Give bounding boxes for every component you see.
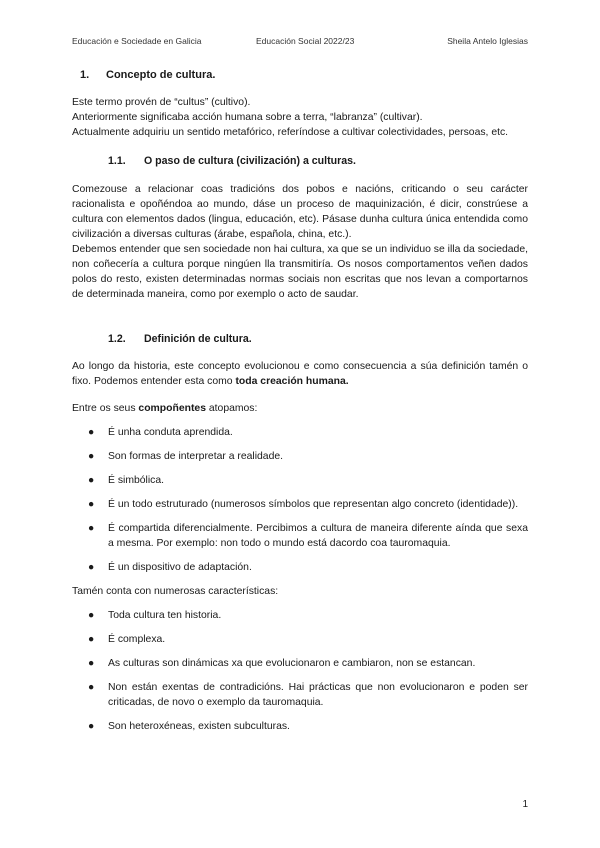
components-bold: compoñentes [138, 403, 206, 414]
definition-paragraph [72, 359, 528, 389]
list-item-text: É compartida diferencialmente. Percibimos a cultura de maneira diferente aínda que sexa a mesma. Por exemplo: non todo o mundo está dacordo coa tauromaquia. [108, 523, 528, 549]
page-header [72, 36, 528, 50]
section-1-1-title: O paso de cultura (civilización) a culturas. [144, 155, 356, 167]
bullet-icon: ● [88, 682, 95, 693]
bullet-icon: ● [88, 499, 95, 510]
list-item-text: É unha conduta aprendida. [108, 427, 233, 438]
definition-bold: toda creación humana. [235, 376, 349, 387]
section-1-2-number: 1.2. [108, 333, 126, 345]
list-item [72, 560, 528, 575]
list-item-text: Toda cultura ten historia. [108, 610, 222, 621]
section-1-number: 1. [80, 69, 90, 81]
page-content [72, 68, 528, 743]
list-item-text: Son formas de interpretar a realidade. [108, 451, 284, 462]
section-1-1-number: 1.1. [108, 155, 126, 167]
header-course: Educación e Sociedade en Galicia [72, 36, 202, 46]
list-item [72, 473, 528, 488]
section-1-2-heading [108, 332, 528, 347]
section-1-line: Actualmente adquiriu un sentido metafórico, referíndose a cultivar colectividades, persoas, etc. [72, 127, 509, 138]
characteristics-intro: Tamén conta con numerosas características: [72, 586, 279, 597]
bullet-icon: ● [88, 451, 95, 462]
components-intro [72, 401, 528, 416]
bullet-icon: ● [88, 562, 95, 573]
list-item [72, 719, 528, 734]
section-1-heading [80, 68, 528, 83]
bullet-icon: ● [88, 427, 95, 438]
list-item-text: É simbólica. [108, 475, 165, 486]
header-program: Educación Social 2022/23 [256, 36, 355, 46]
list-item [72, 608, 528, 623]
bullet-icon: ● [88, 523, 95, 534]
bullet-icon: ● [88, 721, 95, 732]
header-author: Sheila Antelo Iglesias [447, 36, 528, 46]
section-1-2-title: Definición de cultura. [144, 333, 252, 345]
section-1-line: Anteriormente significaba acción humana sobre a terra, “labranza” (cultivar). [72, 112, 423, 123]
section-1-title: Concepto de cultura. [106, 69, 216, 81]
list-item-text: É complexa. [108, 634, 166, 645]
list-item-text: Son heteroxéneas, existen subculturas. [108, 721, 290, 732]
list-item-text: É un dispositivo de adaptación. [108, 562, 252, 573]
components-intro-pre: Entre os seus [72, 403, 139, 414]
bullet-icon: ● [88, 610, 95, 621]
list-item [72, 425, 528, 440]
page-number: 1 [522, 799, 528, 810]
list-item-text: É un todo estruturado (numerosos símbolos que representan algo concreto (identidade)). [108, 499, 519, 510]
section-1-1-paragraph: Debemos entender que sen sociedade non hai cultura, xa que se un individuo se illa da sociedade, non coñecería a cultura porque ningúen lla transmitiría. Os nosos comportamentos veñen dados polos do resto, existen determinadas normas sociais non escritas que nos levan a comportarnos de determinada maneira, como por exemplo o acto de saudar. [72, 244, 528, 300]
components-intro-post: atopamos: [205, 403, 258, 414]
list-item [72, 632, 528, 647]
list-item-text: Non están exentas de contradicións. Hai prácticas que non evolucionaron e poden ser criticadas, de novo o exemplo da tauromaquia. [108, 682, 528, 708]
bullet-icon: ● [88, 658, 95, 669]
list-item [72, 521, 528, 551]
section-1-1-paragraph: Comezouse a relacionar coas tradicións dos pobos e nacións, criticando o seu carácter racionalista e opoñéndoa ao mundo, dáse un proceso de maquinización, é dicir, constrúese a cultura con elementos dados (lingua, educación, etc). Pásase dunha cultura única entendida como civilización a diversas culturas (árabe, española, china, etc.). [72, 184, 528, 240]
list-item [72, 497, 528, 512]
list-item [72, 656, 528, 671]
section-1-line: Este termo provén de “cultus” (cultivo). [72, 97, 251, 108]
bullet-icon: ● [88, 475, 95, 486]
characteristics-list [72, 608, 528, 734]
bullet-icon: ● [88, 634, 95, 645]
list-item [72, 680, 528, 710]
components-list [72, 425, 528, 575]
definition-text: Ao longo da historia, este concepto evolucionou e como consecuencia a súa definición tamén o fixo. Podemos entender esta como [72, 361, 528, 387]
list-item [72, 449, 528, 464]
section-1-1-heading [108, 154, 528, 169]
list-item-text: As culturas son dinámicas xa que evolucionaron e cambiaron, non se estancan. [108, 658, 476, 669]
